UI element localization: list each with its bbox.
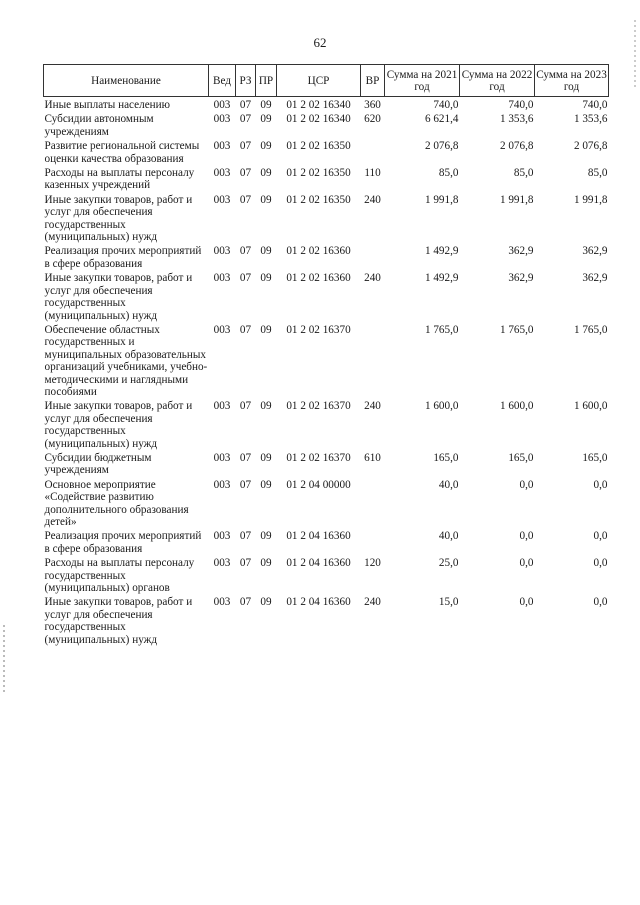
cell-vr: 610 (364, 451, 381, 464)
cell-pr: 09 (260, 193, 272, 206)
table-row (44, 165, 609, 192)
cell-sum-2023: 1 600,0 (573, 400, 608, 413)
cell-csr: 01 2 02 16350 (286, 193, 351, 206)
cell-ved: 003 (213, 478, 231, 491)
cell-sum-2021: 40,0 (438, 478, 459, 491)
cell-rz: 07 (239, 193, 252, 206)
cell-name: Иные выплаты населению (44, 99, 170, 111)
cell-vr: 360 (364, 99, 381, 111)
cell-sum-2023: 1 991,8 (573, 193, 608, 206)
cell-sum-2021: 85,0 (438, 167, 459, 180)
cell-sum-2021: 15,0 (438, 596, 459, 609)
cell-pr: 09 (260, 245, 272, 258)
cell-csr: 01 2 04 00000 (286, 478, 351, 491)
cell-sum-2022: 362,9 (508, 245, 534, 258)
cell-sum-2023: 0,0 (593, 596, 608, 609)
cell-ved: 003 (213, 530, 231, 543)
cell-ved: 003 (213, 451, 231, 464)
cell-sum-2022: 1 765,0 (499, 323, 534, 336)
scan-edge-mark-right (634, 20, 636, 90)
cell-vr (361, 243, 385, 270)
cell-sum-2021: 1 492,9 (424, 245, 459, 258)
cell-name: Реализация прочих мероприятий в сфере образования (44, 530, 202, 555)
cell-csr: 01 2 04 16360 (286, 557, 351, 570)
cell-vr: 240 (364, 596, 381, 609)
cell-vr (361, 528, 385, 555)
cell-ved: 003 (213, 557, 231, 570)
cell-sum-2022: 1 600,0 (499, 400, 534, 413)
cell-ved: 003 (213, 596, 231, 609)
cell-name: Расходы на выплаты персоналу казенных учреждений (44, 167, 195, 192)
cell-ved: 003 (213, 99, 231, 111)
cell-sum-2023: 0,0 (593, 557, 608, 570)
cell-csr: 01 2 04 16360 (286, 530, 351, 543)
cell-sum-2022: 0,0 (519, 596, 534, 609)
cell-pr: 09 (260, 596, 272, 609)
header-rz: РЗ (236, 65, 256, 97)
cell-sum-2022: 1 353,6 (499, 113, 534, 126)
cell-sum-2022: 165,0 (508, 451, 534, 464)
cell-ved: 003 (213, 272, 231, 285)
cell-rz: 07 (239, 557, 252, 570)
cell-pr: 09 (260, 323, 272, 336)
cell-name: Иные закупки товаров, работ и услуг для обеспечения государственных (муниципальных) нужд (44, 272, 193, 322)
cell-sum-2023: 1 765,0 (573, 323, 608, 336)
cell-sum-2021: 1 765,0 (424, 323, 459, 336)
cell-pr: 09 (260, 113, 272, 126)
cell-csr: 01 2 02 16340 (286, 99, 351, 111)
cell-sum-2022: 2 076,8 (499, 140, 534, 153)
cell-sum-2021: 2 076,8 (424, 140, 459, 153)
cell-csr: 01 2 02 16370 (286, 323, 351, 336)
cell-sum-2023: 2 076,8 (573, 140, 608, 153)
cell-csr: 01 2 02 16360 (286, 245, 351, 258)
table-row (44, 398, 609, 450)
cell-name: Иные закупки товаров, работ и услуг для обеспечения государственных (муниципальных) нужд (44, 596, 193, 646)
cell-vr (361, 138, 385, 165)
header-vr: ВР (361, 65, 385, 97)
cell-ved: 003 (213, 245, 231, 258)
header-name: Наименование (44, 65, 209, 97)
cell-name: Основное мероприятие «Содействие развитию дополнительного образования детей» (44, 478, 189, 528)
cell-sum-2023: 362,9 (582, 245, 608, 258)
cell-pr: 09 (260, 272, 272, 285)
cell-sum-2021: 6 621,4 (424, 113, 459, 126)
header-csr: ЦСР (277, 65, 361, 97)
cell-rz: 07 (239, 596, 252, 609)
table-row (44, 270, 609, 322)
cell-sum-2023: 1 353,6 (573, 113, 608, 126)
table-row (44, 192, 609, 244)
cell-sum-2023: 85,0 (587, 167, 608, 180)
cell-vr: 120 (364, 557, 381, 570)
cell-rz: 07 (239, 245, 252, 258)
table-row (44, 322, 609, 398)
page-number: 62 (313, 35, 327, 50)
cell-sum-2023: 165,0 (582, 451, 608, 464)
cell-csr: 01 2 02 16370 (286, 400, 351, 413)
header-sum-2023: Сумма на 2023 год (535, 65, 609, 97)
cell-sum-2023: 0,0 (593, 530, 608, 543)
cell-sum-2021: 1 492,9 (424, 272, 459, 285)
cell-pr: 09 (260, 167, 272, 180)
budget-table (43, 64, 609, 646)
cell-name: Развитие региональной системы оценки качества образования (44, 140, 200, 165)
table-row (44, 528, 609, 555)
cell-ved: 003 (213, 323, 231, 336)
cell-csr: 01 2 02 16370 (286, 451, 351, 464)
table-row (44, 477, 609, 529)
cell-vr: 620 (364, 113, 381, 126)
cell-csr: 01 2 02 16360 (286, 272, 351, 285)
cell-ved: 003 (213, 193, 231, 206)
table-row (44, 111, 609, 138)
cell-pr: 09 (260, 478, 272, 491)
cell-sum-2021: 165,0 (433, 451, 459, 464)
cell-csr: 01 2 04 16360 (286, 596, 351, 609)
cell-sum-2023: 740,0 (582, 99, 608, 111)
cell-sum-2022: 0,0 (519, 557, 534, 570)
cell-name: Реализация прочих мероприятий в сфере образования (44, 245, 202, 270)
cell-name: Обеспечение областных государственных и муниципальных образовательных организаций учебниками, учебно-методическими и наглядными пособиями (44, 323, 208, 398)
cell-vr: 110 (364, 167, 381, 180)
cell-name: Расходы на выплаты персоналу государственных (муниципальных) органов (44, 557, 195, 595)
cell-sum-2023: 362,9 (582, 272, 608, 285)
cell-sum-2022: 1 991,8 (499, 193, 534, 206)
cell-csr: 01 2 02 16340 (286, 113, 351, 126)
table-row (44, 243, 609, 270)
cell-name: Иные закупки товаров, работ и услуг для обеспечения государственных (муниципальных) нужд (44, 193, 193, 244)
header-pr: ПР (256, 65, 277, 97)
cell-csr: 01 2 02 16350 (286, 167, 351, 180)
table-row (44, 97, 609, 112)
cell-rz: 07 (239, 167, 252, 180)
cell-vr: 240 (364, 400, 381, 413)
cell-sum-2022: 362,9 (508, 272, 534, 285)
cell-rz: 07 (239, 323, 252, 336)
cell-sum-2021: 25,0 (438, 557, 459, 570)
cell-sum-2021: 740,0 (433, 99, 459, 111)
cell-vr: 240 (364, 193, 381, 206)
cell-vr (361, 477, 385, 529)
cell-pr: 09 (260, 99, 272, 111)
header-ved: Вед (209, 65, 236, 97)
cell-vr: 240 (364, 272, 381, 285)
cell-sum-2021: 1 991,8 (424, 193, 459, 206)
cell-pr: 09 (260, 451, 272, 464)
table-row (44, 594, 609, 646)
cell-pr: 09 (260, 140, 272, 153)
cell-sum-2023: 0,0 (593, 478, 608, 491)
cell-name: Субсидии автономным учреждениям (44, 113, 154, 138)
cell-rz: 07 (239, 451, 252, 464)
cell-rz: 07 (239, 113, 252, 126)
cell-sum-2021: 1 600,0 (424, 400, 459, 413)
table-row (44, 450, 609, 477)
table-row (44, 555, 609, 594)
cell-ved: 003 (213, 113, 231, 126)
cell-pr: 09 (260, 400, 272, 413)
header-sum-2022: Сумма на 2022 год (460, 65, 535, 97)
cell-sum-2022: 0,0 (519, 530, 534, 543)
cell-csr: 01 2 02 16350 (286, 140, 351, 153)
cell-pr: 09 (260, 530, 272, 543)
cell-ved: 003 (213, 167, 231, 180)
cell-name: Субсидии бюджетным учреждениям (44, 451, 152, 477)
scan-edge-mark (3, 625, 5, 695)
cell-vr (361, 322, 385, 398)
cell-pr: 09 (260, 557, 272, 570)
cell-sum-2021: 40,0 (438, 530, 459, 543)
cell-name: Иные закупки товаров, работ и услуг для обеспечения государственных (муниципальных) нужд (44, 400, 193, 450)
header-sum-2021: Сумма на 2021 год (385, 65, 460, 97)
cell-sum-2022: 85,0 (513, 167, 534, 180)
cell-sum-2022: 0,0 (519, 478, 534, 491)
table-row (44, 138, 609, 165)
cell-rz: 07 (239, 99, 252, 111)
cell-rz: 07 (239, 272, 252, 285)
cell-rz: 07 (239, 400, 252, 413)
cell-sum-2022: 740,0 (508, 99, 534, 111)
cell-rz: 07 (239, 478, 252, 491)
table-header (44, 65, 609, 97)
table-body (44, 97, 609, 647)
cell-ved: 003 (213, 400, 231, 413)
cell-rz: 07 (239, 140, 252, 153)
cell-rz: 07 (239, 530, 252, 543)
cell-ved: 003 (213, 140, 231, 153)
